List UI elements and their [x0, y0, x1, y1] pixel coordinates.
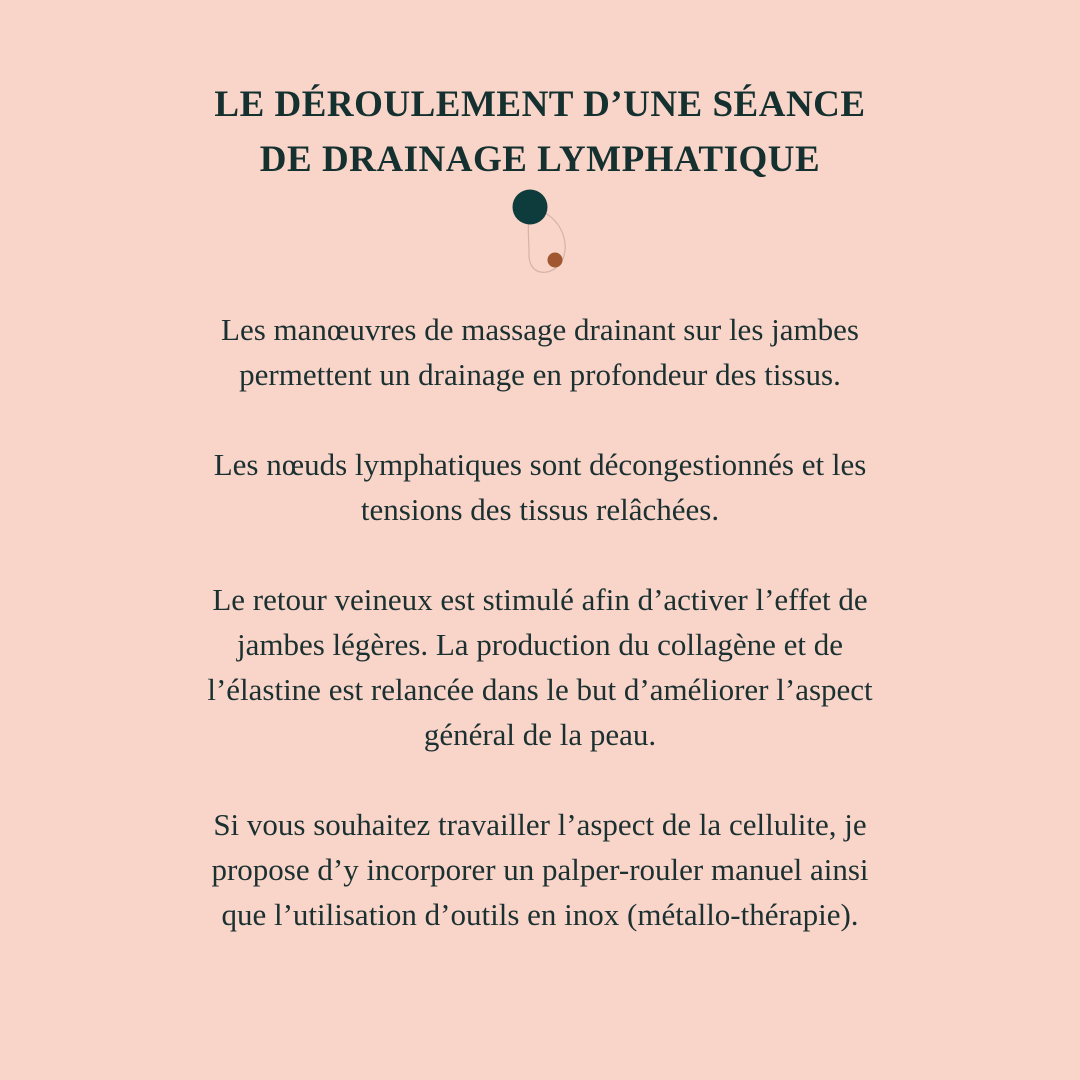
- body-text: [0, 307, 1080, 982]
- paragraph-cellulite: [0, 802, 1080, 937]
- text-line: Les manœuvres de massage drainant sur les jambes: [221, 312, 859, 347]
- text-line: Si vous souhaitez travailler l’aspect de la cellulite, je: [213, 807, 867, 842]
- paragraph-lymph-nodes: [0, 442, 1080, 532]
- text-line: l’élastine est relancée dans le but d’améliorer l’aspect: [207, 672, 873, 707]
- text-line: tensions des tissus relâchées.: [360, 492, 720, 527]
- text-line: Le retour veineux est stimulé afin d’activer l’effet de: [212, 582, 868, 617]
- text-line: propose d’y incorporer un palper-rouler manuel ainsi: [211, 852, 869, 887]
- page-title: [0, 77, 1080, 187]
- paragraph-drainage-massage: [0, 307, 1080, 397]
- title-line-2: DE DRAINAGE LYMPHATIQUE: [259, 138, 821, 180]
- title-line-1: LE DÉROULEMENT D’UNE SÉANCE: [214, 83, 866, 125]
- text-line: général de la peau.: [423, 717, 657, 752]
- text-line: que l’utilisation d’outils en inox (métallo-thérapie).: [221, 897, 859, 932]
- text-line: jambes légères. La production du collagène et de: [237, 627, 843, 662]
- paragraph-venous-return: [0, 577, 1080, 757]
- text-line: Les nœuds lymphatiques sont décongestionnés et les: [213, 447, 867, 482]
- text-line: permettent un drainage en profondeur des tissus.: [239, 357, 841, 392]
- two-dots-thread-icon: [505, 185, 575, 280]
